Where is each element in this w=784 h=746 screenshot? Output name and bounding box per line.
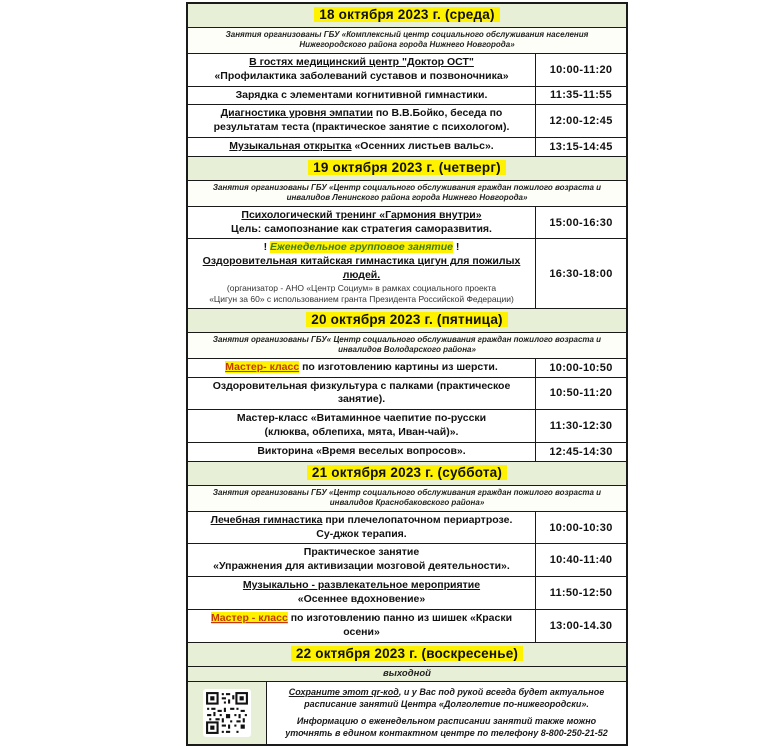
event-time: 11:50-12:50 bbox=[549, 586, 613, 599]
event-subtitle: «Упражнения для активизации мозговой деятельности». bbox=[213, 560, 510, 573]
date-label: 20 октября 2023 г. (пятница) bbox=[306, 312, 508, 327]
organizer-note: Занятия организованы ГБУ «Комплексный центр социального обслуживания населения Нижегородского района города Нижнего Новгорода» bbox=[188, 28, 626, 54]
event-row bbox=[188, 239, 626, 309]
event-title-lead: Музыкальная открытка bbox=[229, 140, 352, 153]
event-title: Практическое занятие bbox=[303, 546, 420, 559]
event-description bbox=[188, 54, 536, 86]
event-time: 10:00-10:30 bbox=[549, 521, 613, 534]
event-time: 10:00-11:20 bbox=[549, 63, 613, 76]
event-description bbox=[188, 105, 536, 137]
master-class-highlight: Мастер - класс bbox=[210, 611, 288, 624]
event-title bbox=[194, 514, 529, 528]
event-title: Музыкально - развлекательное мероприятие bbox=[242, 579, 481, 592]
event-note-line2: «Цигун за 60» с использованием гранта Президента Российской Федерации) bbox=[209, 294, 514, 305]
event-title: Оздоровительная китайская гимнастика цигун для пожилых людей. bbox=[202, 255, 521, 282]
qr-code bbox=[203, 689, 251, 737]
event-description bbox=[188, 544, 536, 576]
event-title bbox=[194, 612, 529, 640]
event-title-rest: при плечелопаточном периартрозе. bbox=[322, 513, 513, 526]
date-label: 22 октября 2023 г. (воскресенье) bbox=[291, 646, 523, 661]
event-time: 10:50-11:20 bbox=[549, 387, 613, 400]
event-subtitle: «Осеннее вдохновение» bbox=[297, 592, 426, 605]
weekly-group-highlight: Еженедельное групповое занятие bbox=[269, 241, 453, 254]
weekly-schedule-table bbox=[186, 2, 628, 746]
event-description bbox=[188, 207, 536, 239]
master-class-highlight: Мастер- класс bbox=[225, 360, 300, 373]
event-time: 13:15-14:45 bbox=[549, 141, 613, 153]
event-title bbox=[194, 140, 529, 154]
event-banner bbox=[194, 241, 529, 255]
organizer-note: Занятия организованы ГБУ «Центр социального обслуживания граждан пожилого возраста и инвалидов Ленинского района города Нижнего Новгорода» bbox=[188, 181, 626, 207]
event-row bbox=[188, 207, 626, 240]
event-time: 15:00-16:30 bbox=[549, 216, 613, 229]
event-row bbox=[188, 138, 626, 157]
event-description bbox=[188, 378, 536, 410]
event-note-line1: (организатор - АНО «Центр Социум» в рамках социального проекта bbox=[226, 283, 497, 294]
event-description bbox=[188, 359, 536, 377]
event-time: 11:30-12:30 bbox=[549, 420, 613, 433]
footer-row bbox=[188, 682, 626, 744]
event-row bbox=[188, 359, 626, 378]
event-row bbox=[188, 54, 626, 87]
event-row bbox=[188, 577, 626, 610]
event-title-rest: по изготовлению панно из шишек «Краски осени» bbox=[287, 611, 513, 638]
event-row bbox=[188, 610, 626, 643]
event-title: В гостях медицинский центр "Доктор ОСТ" bbox=[249, 55, 474, 68]
date-label: 18 октября 2023 г. (среда) bbox=[314, 7, 499, 22]
date-header-thursday bbox=[188, 157, 626, 181]
footer-text bbox=[267, 682, 626, 744]
event-title bbox=[194, 361, 529, 375]
qr-cell bbox=[188, 682, 267, 744]
event-time: 16:30-18:00 bbox=[549, 267, 613, 280]
contact-info-note: Информацию о еженедельном расписании занятий также можно уточнять в едином контактном центре по телефону 8-800-250-21-52 bbox=[285, 715, 608, 739]
event-time: 10:00-10:50 bbox=[549, 361, 613, 374]
event-row bbox=[188, 443, 626, 462]
event-title: Мастер-класс «Витаминное чаепитие по-русски bbox=[236, 412, 487, 425]
event-title-lead: Лечебная гимнастика bbox=[210, 513, 323, 526]
qr-save-lead: Сохраните этот qr-код bbox=[288, 686, 399, 697]
event-title: Зарядка с элементами когнитивной гимнастики. bbox=[235, 88, 488, 101]
event-description bbox=[188, 610, 536, 642]
event-subtitle: Су-джок терапия. bbox=[316, 527, 407, 540]
event-description bbox=[188, 410, 536, 442]
event-row bbox=[188, 512, 626, 545]
event-title-rest: «Осенних листьев вальс». bbox=[351, 140, 494, 153]
event-title-lead: Диагностика уровня эмпатии bbox=[220, 107, 373, 120]
event-time: 11:35-11:55 bbox=[549, 89, 613, 102]
bang-right: ! bbox=[453, 241, 460, 254]
event-time: 10:40-11:40 bbox=[549, 554, 613, 567]
organizer-note: Занятия организованы ГБУ «Центр социального обслуживания граждан пожилого возраста и инвалидов Краснобаковского района» bbox=[188, 486, 626, 512]
date-label: 21 октября 2023 г. (суббота) bbox=[307, 465, 507, 480]
event-description bbox=[188, 577, 536, 609]
event-row bbox=[188, 410, 626, 443]
date-header-wednesday bbox=[188, 4, 626, 28]
bang-left: ! bbox=[263, 241, 270, 254]
event-description bbox=[188, 443, 536, 461]
date-header-sunday bbox=[188, 643, 626, 667]
day-off-note: выходной bbox=[188, 667, 626, 682]
event-title-rest: по изготовлению картины из шерсти. bbox=[299, 360, 498, 373]
qr-save-rest: , и у Вас под рукой всегда будет актуальное расписание занятий Центра «Долголетие по-нижегородски». bbox=[304, 686, 605, 710]
event-title bbox=[194, 107, 529, 135]
event-subtitle: (клюква, облепиха, мята, Иван-чай)». bbox=[264, 426, 459, 439]
organizer-note: Занятия организованы ГБУ« Центр социального обслуживания граждан пожилого возраста и инвалидов Володарского района» bbox=[188, 333, 626, 359]
event-description bbox=[188, 138, 536, 156]
event-time: 13:00-14.30 bbox=[549, 619, 613, 632]
event-title: Психологический тренинг «Гармония внутри» bbox=[241, 208, 482, 221]
event-title-rest: по В.В.Бойко, беседа по результатам теста (практическое занятие с психологом). bbox=[213, 107, 510, 134]
event-row bbox=[188, 544, 626, 577]
event-subtitle: Цель: самопознание как стратегия саморазвития. bbox=[231, 222, 492, 235]
event-time: 12:00-12:45 bbox=[549, 115, 613, 128]
event-row bbox=[188, 105, 626, 138]
event-title: Оздоровительная физкультура с палками (практическое занятие). bbox=[212, 379, 511, 406]
event-description bbox=[188, 512, 536, 544]
qr-save-note bbox=[275, 686, 618, 711]
event-time: 12:45-14:30 bbox=[549, 445, 613, 458]
event-title: Викторина «Время веселых вопросов». bbox=[257, 445, 466, 458]
event-subtitle: «Профилактика заболеваний суставов и позвоночника» bbox=[214, 69, 509, 82]
date-label: 19 октября 2023 г. (четверг) bbox=[308, 160, 506, 175]
qr-code-graphic bbox=[205, 691, 249, 735]
event-description bbox=[188, 87, 536, 105]
event-description bbox=[188, 239, 536, 308]
event-row bbox=[188, 378, 626, 411]
date-header-saturday bbox=[188, 462, 626, 486]
event-row bbox=[188, 87, 626, 106]
date-header-friday bbox=[188, 309, 626, 333]
